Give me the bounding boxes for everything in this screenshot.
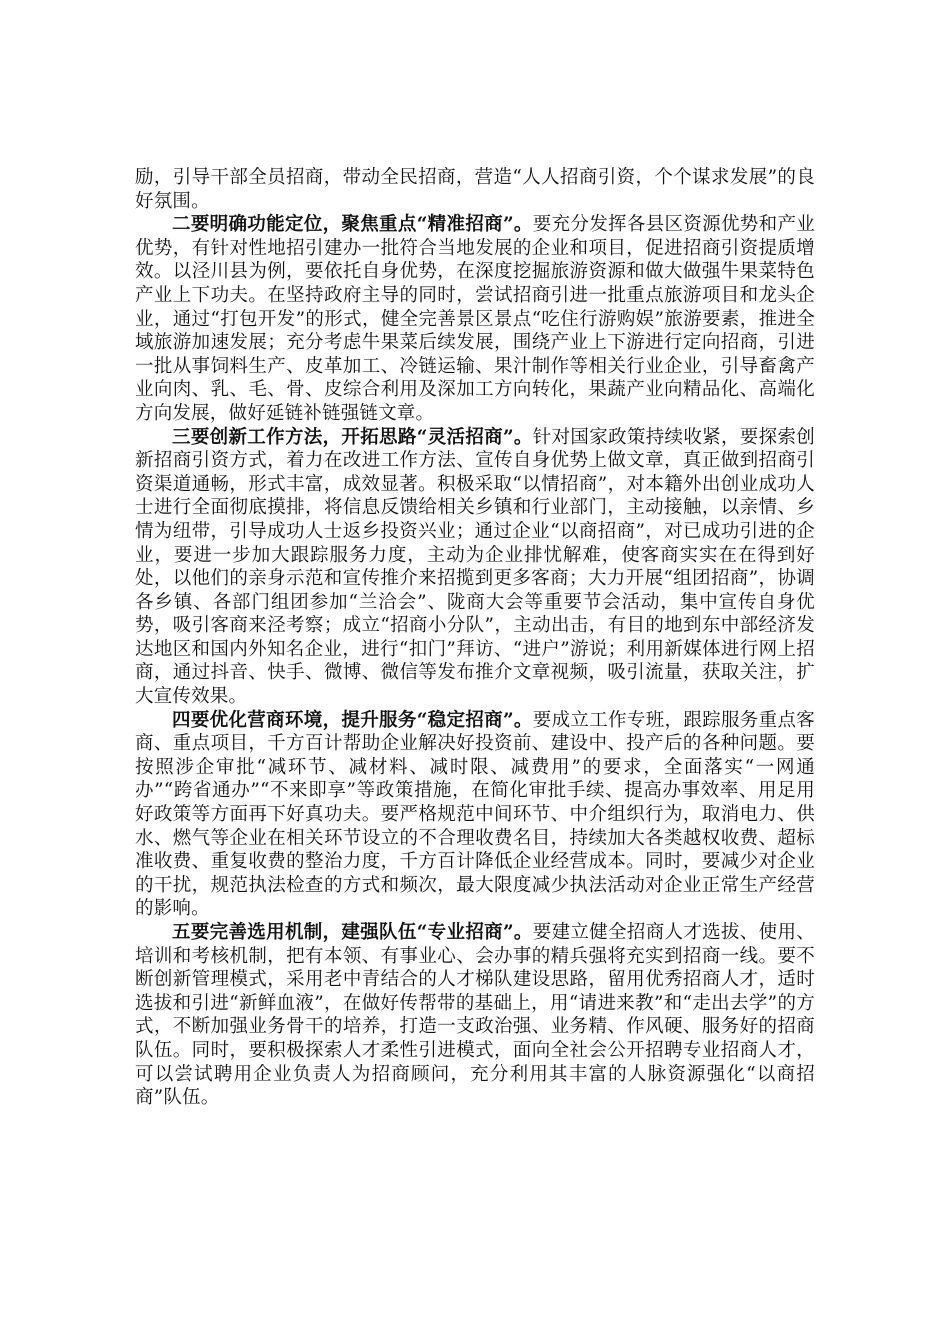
paragraph-heading: 五要完善选用机制，建强队伍“专业招商”。 [172, 922, 533, 943]
paragraph-heading: 二要明确功能定位，聚焦重点“精准招商”。 [172, 214, 533, 236]
paragraph-heading: 三要创新工作方法，开拓思路“灵活招商”。 [172, 426, 533, 448]
paragraph-heading: 四要优化营商环境，提升服务“稳定招商”。 [172, 709, 533, 731]
paragraph-body: 要成立工作专班，跟踪服务重点客商、重点项目，千方百计帮助企业解决好投资前、建设中、投产后的各种问题。要按照涉企审批“减环节、减材料、减时限、减费用”的要求，全面落实“一网通办”“跨省通办”“不来即享”等政策措施，在简化审批手续、提高办事效率、用足用好政策等方面再下好真功夫。要严格规范中间环节、中介组织行为，取消电力、供水、燃气等企业在相关环节设立的不合理收费名目，持续加大各类越权收费、超标准收费、重复收费的整治力度，千方百计降低企业经营成本。同时，要减少对企业的干扰，规范执法检查的方式和频次，最大限度减少执法活动对企业正常生产经营的影响。 [135, 709, 815, 920]
paragraph-professional-investment [135, 921, 815, 1110]
document-page [135, 166, 815, 1110]
paragraph-body: 针对国家政策持续收紧，要探索创新招商引资方式，着力在改进工作方法、宣传自身优势上做文章，真正做到招商引资渠道通畅，形式丰富，成效显著。积极采取“以情招商”，对本籍外出创业成功人士进行全面彻底摸排，将信息反馈给相关乡镇和行业部门，主动接触，以亲情、乡情为纽带，引导成功人士返乡投资兴业；通过企业“以商招商”，对已成功引进的企业，要进一步加大跟踪服务力度，主动为企业排忧解难，使客商实实在在得到好处，以他们的亲身示范和宣传推介来招揽到更多客商；大力开展“组团招商”，协调各乡镇、各部门组团参加“兰洽会”、陇商大会等重要节会活动，集中宣传自身优势，吸引客商来泾考察；成立“招商小分队”，主动出击，有目的地到东中部经济发达地区和国内外知名企业，进行“扣门”拜访、“进户”游说；利用新媒体进行网上招商，通过抖音、快手、微博、微信等发布推介文章视频，吸引流量，获取关注，扩大宣传效果。 [135, 426, 815, 708]
paragraph-body: 励，引导干部全员招商，带动全民招商，营造“人人招商引资，个个谋求发展”的良好氛围。 [135, 167, 815, 212]
paragraph-body: 要充分发挥各县区资源优势和产业优势，有针对性地招引建办一批符合当地发展的企业和项目，促进招商引资提质增效。以泾川县为例，要依托自身优势，在深度挖掘旅游资源和做大做强牛果菜特色产业上下功夫。在坚持政府主导的同时，尝试招商引进一批重点旅游项目和龙头企业，通过“打包开发”的形式，健全完善景区景点“吃住行游购娱”旅游要素，推进全域旅游加速发展；充分考虑牛果菜后续发展，围绕产业上下游进行定向招商，引进一批从事饲料生产、皮革加工、冷链运输、果汁制作等相关行业企业，引导畜禽产业向肉、乳、毛、骨、皮综合利用及深加工方向转化，果蔬产业向精品化、高端化方向发展，做好延链补链强链文章。 [135, 214, 815, 424]
paragraph-body: 要建立健全招商人才选拔、使用、培训和考核机制，把有本领、有事业心、会办事的精兵强将充实到招商一线。要不断创新管理模式，采用老中青结合的人才梯队建设思路，留用优秀招商人才，适时选拔和引进“新鲜血液”，在做好传帮带的基础上，用“请进来教”和“走出去学”的方式，不断加强业务骨干的培养，打造一支政治强、业务精、作风硬、服务好的招商队伍。同时，要积极探索人才柔性引进模式，面向全社会公开招聘专业招商人才，可以尝试聘用企业负责人为招商顾问，充分利用其丰富的人脉资源强化“以商招商”队伍。 [135, 922, 815, 1109]
paragraph-flexible-investment [135, 426, 815, 709]
paragraph-continuation [135, 166, 815, 213]
paragraph-precise-investment [135, 213, 815, 425]
paragraph-stable-investment [135, 709, 815, 921]
